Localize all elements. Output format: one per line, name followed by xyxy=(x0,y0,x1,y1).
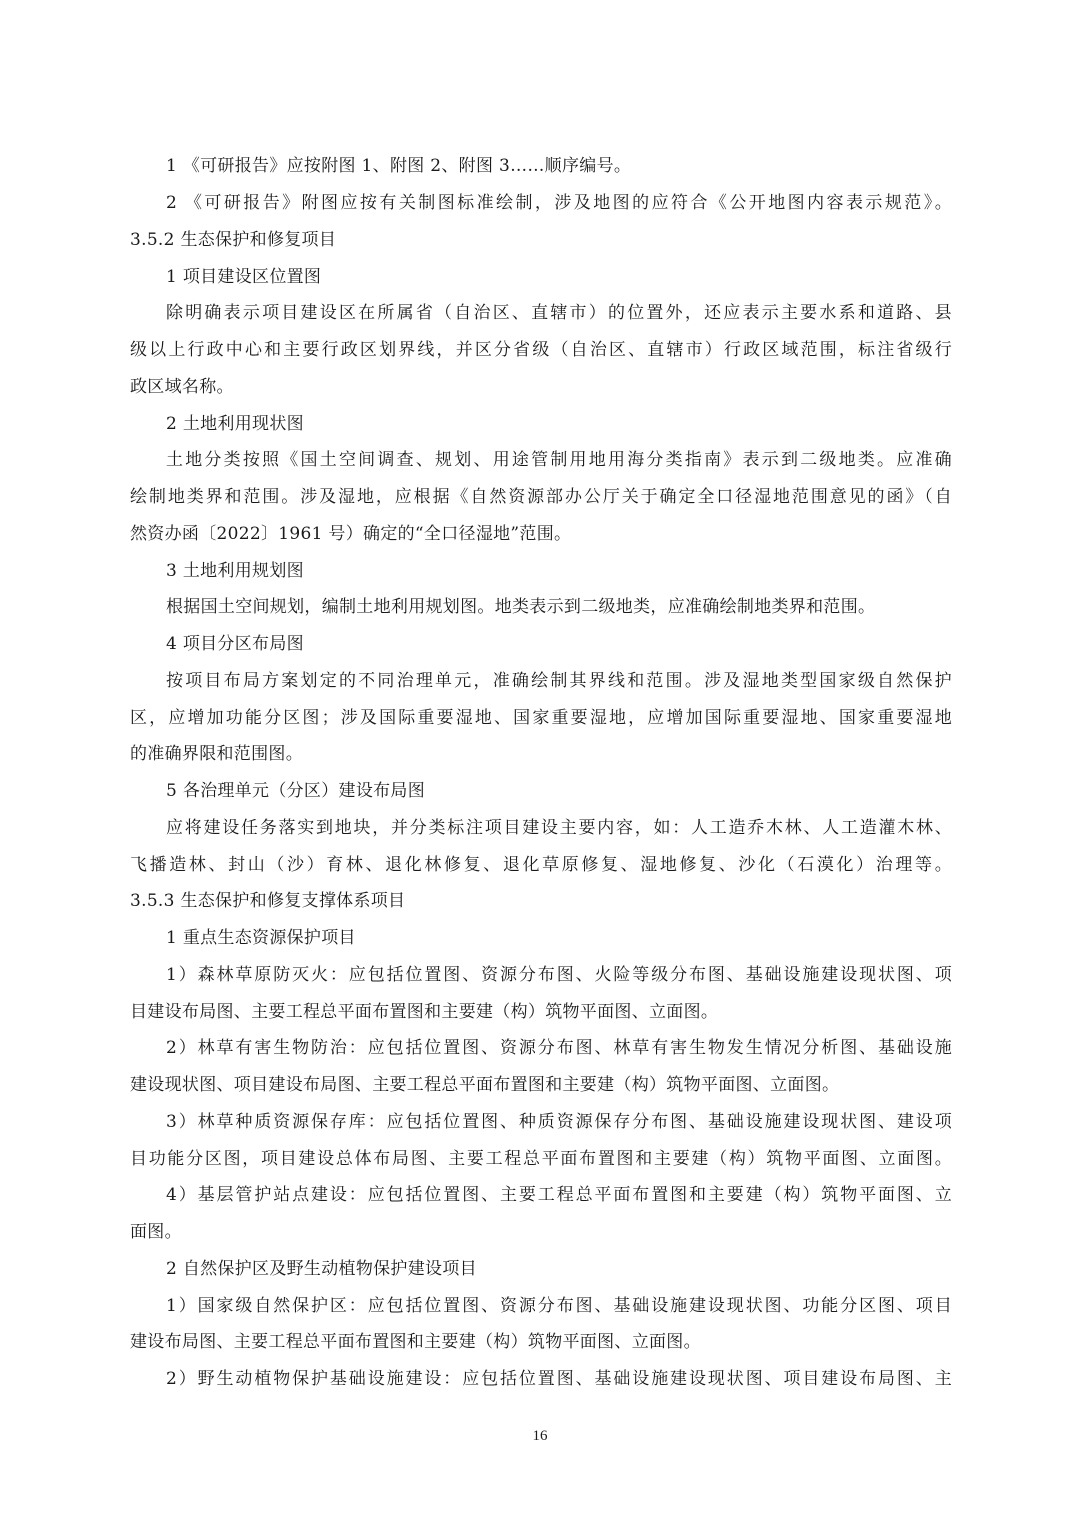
text-line: 1）森林草原防灭火：应包括位置图、资源分布图、火险等级分布图、基础设施建设现状图、项 xyxy=(166,965,952,985)
subsection-heading: 3 土地利用规划图 xyxy=(166,561,304,581)
text-line: 1）国家级自然保护区：应包括位置图、资源分布图、基础设施建设现状图、功能分区图、项目 xyxy=(166,1296,952,1316)
text-line: 1 《可研报告》应按附图 1、附图 2、附图 3……顺序编号。 xyxy=(166,156,632,176)
text-line: 区，应增加功能分区图；涉及国际重要湿地、国家重要湿地，应增加国际重要湿地、国家重要湿地 xyxy=(130,708,952,728)
section-heading: 3.5.2 生态保护和修复项目 xyxy=(130,230,337,250)
text-line: 级以上行政中心和主要行政区划界线，并区分省级（自治区、直辖市）行政区域范围，标注省级行 xyxy=(130,340,952,360)
text-line: 4）基层管护站点建设：应包括位置图、主要工程总平面布置图和主要建（构）筑物平面图、立 xyxy=(166,1185,952,1205)
subsection-heading: 2 土地利用现状图 xyxy=(166,414,304,434)
text-line: 2）野生动植物保护基础设施建设：应包括位置图、基础设施建设现状图、项目建设布局图、主 xyxy=(166,1369,952,1389)
text-line: 建设布局图、主要工程总平面布置图和主要建（构）筑物平面图、立面图。 xyxy=(130,1332,701,1352)
subsection-heading: 4 项目分区布局图 xyxy=(166,634,304,654)
page-number: 16 xyxy=(532,1428,548,1444)
text-line: 目建设布局图、主要工程总平面布置图和主要建（构）筑物平面图、立面图。 xyxy=(130,1002,719,1022)
text-line: 目功能分区图，项目建设总体布局图、主要工程总平面布置图和主要建（构）筑物平面图、立面图。 xyxy=(130,1149,952,1169)
text-line: 然资办函〔2022〕1961 号）确定的“全口径湿地”范围。 xyxy=(130,524,572,544)
text-line: 根据国土空间规划，编制土地利用规划图。地类表示到二级地类，应准确绘制地类界和范围。 xyxy=(166,597,876,617)
text-line: 绘制地类界和范围。涉及湿地，应根据《自然资源部办公厅关于确定全口径湿地范围意见的函》（自 xyxy=(130,487,952,507)
subsection-heading: 5 各治理单元（分区）建设布局图 xyxy=(166,781,426,801)
text-line: 面图。 xyxy=(130,1222,182,1242)
text-line: 建设现状图、项目建设布局图、主要工程总平面布置图和主要建（构）筑物平面图、立面图。 xyxy=(130,1075,840,1095)
text-line: 应将建设任务落实到地块，并分类标注项目建设主要内容，如：人工造乔木林、人工造灌木林、 xyxy=(166,818,952,838)
text-line: 除明确表示项目建设区在所属省（自治区、直辖市）的位置外，还应表示主要水系和道路、县 xyxy=(166,303,952,323)
text-line: 3）林草种质资源保存库：应包括位置图、种质资源保存分布图、基础设施建设现状图、建设项 xyxy=(166,1112,952,1132)
text-line: 飞播造林、封山（沙）育林、退化林修复、退化草原修复、湿地修复、沙化（石漠化）治理等。 xyxy=(130,855,952,875)
subsection-heading: 2 自然保护区及野生动植物保护建设项目 xyxy=(166,1259,477,1279)
text-line: 政区域名称。 xyxy=(130,377,234,397)
text-line: 的准确界限和范围图。 xyxy=(130,744,303,764)
text-line: 土地分类按照《国土空间调查、规划、用途管制用地用海分类指南》表示到二级地类。应准确 xyxy=(166,450,952,470)
text-line: 按项目布局方案划定的不同治理单元，准确绘制其界线和范围。涉及湿地类型国家级自然保护 xyxy=(166,671,952,691)
section-heading: 3.5.3 生态保护和修复支撑体系项目 xyxy=(130,891,406,911)
text-line: 2）林草有害生物防治：应包括位置图、资源分布图、林草有害生物发生情况分析图、基础设施 xyxy=(166,1038,952,1058)
text-line: 2 《可研报告》附图应按有关制图标准绘制，涉及地图的应符合《公开地图内容表示规范》。 xyxy=(166,193,952,213)
subsection-heading: 1 重点生态资源保护项目 xyxy=(166,928,356,948)
subsection-heading: 1 项目建设区位置图 xyxy=(166,267,322,287)
